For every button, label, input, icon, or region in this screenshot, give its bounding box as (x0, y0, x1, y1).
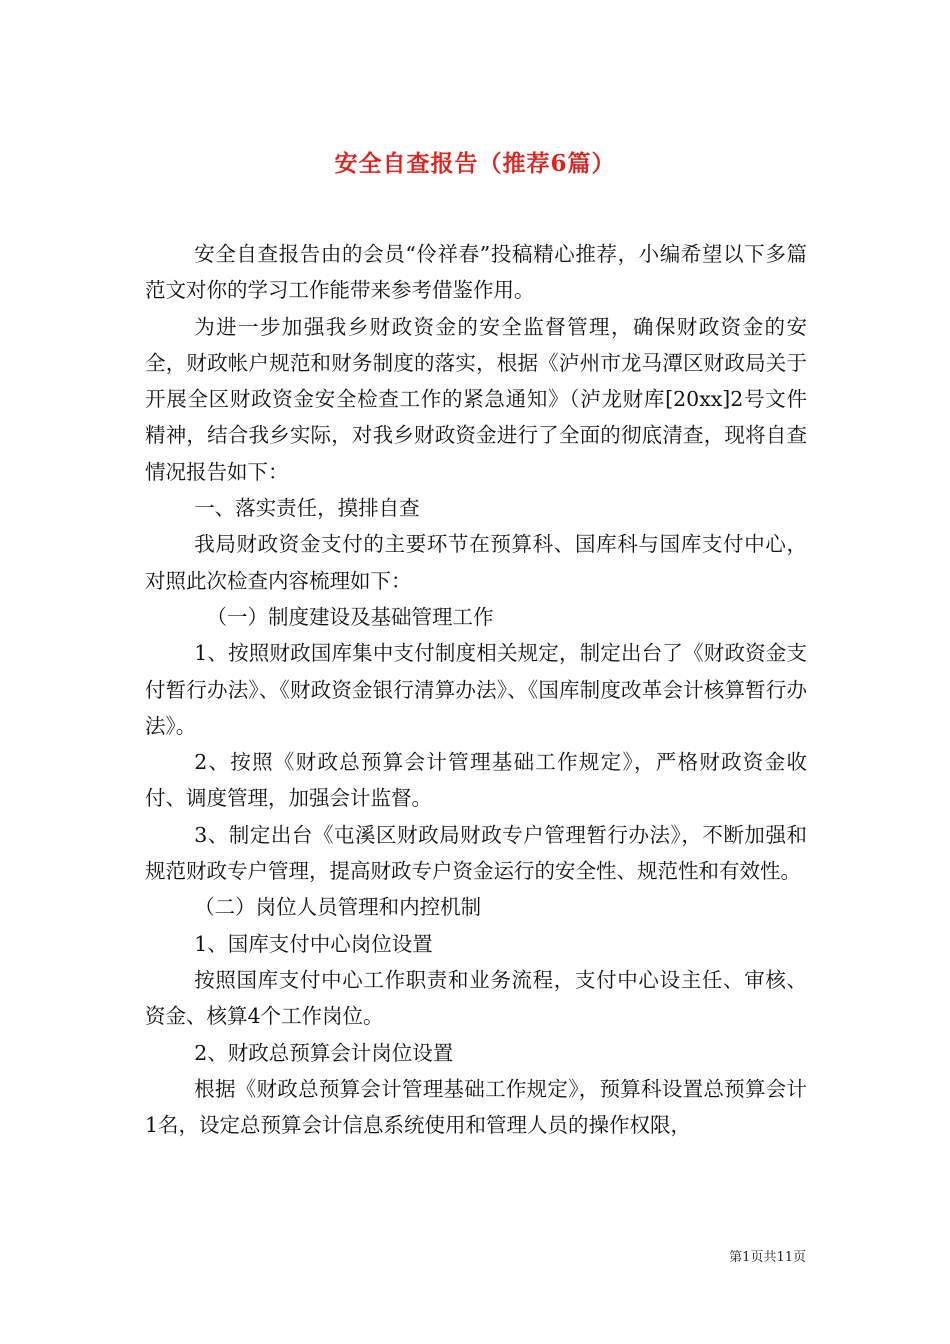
paragraph: 安全自查报告由的会员“伶祥春”投稿精心推荐，小编希望以下多篇范文对你的学习工作能带来参考借鉴作用。 (145, 242, 807, 303)
paragraph: 1、按照财政国库集中支付制度相关规定，制定出台了《财政资金支付暂行办法》、《财政资金银行清算办法》、《国库制度改革会计核算暂行办法》。 (145, 641, 807, 738)
paragraph: 根据《财政总预算会计管理基础工作规定》，预算科设置总预算会计1名，设定总预算会计信息系统使用和管理人员的操作权限， (145, 1076, 807, 1138)
paragraph: 按照国库支付中心工作职责和业务流程，支付中心设主任、审核、资金、核算4个工作岗位。 (145, 967, 807, 1029)
paragraph: 2、按照《财政总预算会计管理基础工作规定》，严格财政资金收付、调度管理，加强会计监督。 (145, 750, 807, 811)
paragraph: 1、国库支付中心岗位设置 (194, 931, 433, 956)
paragraph: 3、制定出台《屯溪区财政局财政专户管理暂行办法》，不断加强和规范财政专户管理，提高财政专户资金运行的安全性、规范性和有效性。 (145, 822, 807, 884)
document-body (145, 236, 807, 1143)
paragraph: 为进一步加强我乡财政资金的安全监督管理，确保财政资金的安全，财政帐户规范和财务制度的落实，根据《泸州市龙马潭区财政局关于开展全区财政资金安全检查工作的紧急通知》（泸龙财库[20xx]2号文件精神，结合我乡实际，对我乡财政资金进行了全面的彻底清查，现将自查情况报告如下： (145, 314, 807, 484)
section-heading: 一、落实责任，摸排自查 (194, 496, 420, 521)
subsection-heading: （一）制度建设及基础管理工作 (206, 604, 494, 629)
paragraph: 2、财政总预算会计岗位设置 (194, 1040, 454, 1065)
paragraph: 我局财政资金支付的主要环节在预算科、国库科与国库支付中心，对照此次检查内容梳理如下： (145, 532, 807, 593)
subsection-heading: （二）岗位人员管理和内控机制 (194, 895, 482, 920)
page-number: 第1页共11页 (729, 1250, 806, 1265)
document-title: 安全自查报告（推荐6篇） (334, 150, 616, 178)
